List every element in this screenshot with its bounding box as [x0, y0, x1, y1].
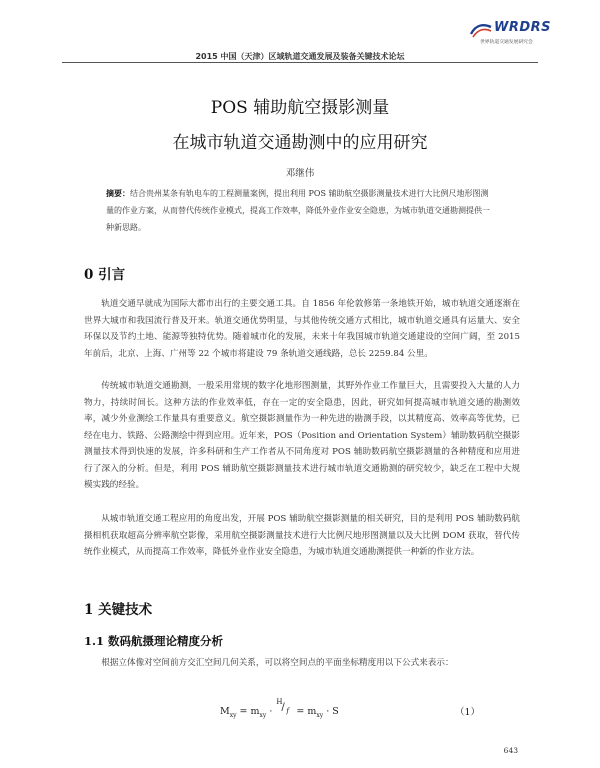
logo-subtitle: 世界轨道交通发展研究会	[480, 40, 533, 45]
equation-1	[200, 699, 520, 723]
eq-m-sub-2: xy	[316, 711, 324, 719]
eq-dot-2: ·	[323, 706, 333, 717]
section-heading-introduction: 0 引言	[84, 267, 126, 283]
logo-text: WRDRS	[494, 20, 552, 35]
eq-frac-slash: /	[281, 702, 285, 713]
logo-swoosh-icon	[470, 22, 492, 38]
section-heading-key-technology: 1 关键技术	[84, 602, 153, 618]
paper-title-line-2: 在城市轨道交通勘测中的应用研究	[172, 133, 428, 153]
eq-lhs: M	[220, 706, 230, 717]
eq-s: S	[332, 706, 339, 717]
abstract-text: 结合贵州某条有轨电车的工程测量案例，提出利用 POS 辅助航空摄影测量技术进行大比例尺地形图测量的作业方案，从而替代传统作业模式，提高工作效率，降低外业作业安全隐患，为城市轨道交通勘测提供一种新思路。	[106, 189, 490, 232]
eq-frac-den: f	[286, 707, 289, 715]
eq-equals-2: =	[293, 706, 308, 717]
abstract-label: 摘要：	[106, 188, 130, 198]
eq-lhs-sub: xy	[229, 711, 237, 719]
paper-title-line-1: POS 辅助航空摄影测量	[210, 98, 390, 118]
intro-paragraph-2: 传统城市轨道交通勘测，一般采用常规的数字化地形图测量，其野外作业工作量巨大，且需要投入大量的人力物力，持续时间长。这种方法的作业效率低，存在一定的安全隐患，因此，研究如何提高城市轨道交通的勘测效率，减少外业测绘工作量具有重要意义。航空摄影测量作为一种先进的勘测手段，以其精度高、效率高等优势，已经在电力、铁路、公路测绘中得到应用。近年来，POS（Position and Orientation System）辅助数码航空摄影测量技术得到快速的发展，许多科研和生产工作者从不同角度对 POS 辅助数码航空摄影测量的各种精度和应用进行了深入的分析。但是，利用 POS 辅助航空摄影测量技术进行城市轨道交通勘测的研究较少，缺乏在工程中大规模实践的经验。	[84, 381, 520, 490]
page-number: 643	[503, 746, 518, 755]
subsection-paragraph-1: 根据立体像对空间前方交汇空间几何关系，可以将空间点的平面坐标精度用以下公式来表示：	[101, 658, 454, 668]
author-name: 邓继伟	[285, 168, 315, 179]
eq-m: m	[250, 706, 260, 717]
equation-number: （1）	[454, 707, 480, 718]
page-header	[0, 0, 600, 62]
intro-paragraph-3: 从城市轨道交通工程应用的角度出发，开展 POS 辅助航空摄影测量的相关研究，目的是利用 POS 辅助数码航摄相机获取超高分辨率航空影像，采用航空摄影测量技术进行大比例尺地形图测量以及大比例 DOM 获取，替代传统作业模式，从而提高工作效率，降低外业作业安全隐患，为城市轨道交通勘测提供一种新的作业方法。	[84, 514, 520, 557]
subsection-heading-accuracy: 1.1 数码航摄理论精度分析	[84, 634, 224, 648]
running-head: 2015 中国（天津）区域轨道交通发展及装备关键技术论坛	[195, 52, 405, 61]
eq-m-2: m	[307, 706, 317, 717]
eq-equals-1: =	[236, 706, 251, 717]
wrdrs-logo	[470, 20, 560, 50]
eq-m-sub: xy	[259, 711, 267, 719]
header-rule	[62, 62, 538, 63]
eq-dot-1: ·	[266, 706, 276, 717]
abstract	[106, 185, 491, 236]
intro-paragraph-1: 轨道交通早就成为国际大都市出行的主要交通工具。自 1856 年伦敦修第一条地铁开始，城市轨道交通逐渐在世界大城市和我国流行普及开来。轨道交通优势明显，与其他传统交通方式相比，城市轨道交通具有运量大、安全环保以及节约土地、能源等独特优势。随着城市化的发展，未来十年我国城市轨道交通建设的空间广阔，至 2015 年前后，北京、上海、广州等 22 个城市将建设 79 条轨道交通线路，总长 2259.84 公里。	[84, 299, 520, 359]
eq-fraction	[275, 698, 293, 716]
equation-expression	[220, 698, 339, 719]
eq-frac-num: H	[276, 698, 283, 706]
